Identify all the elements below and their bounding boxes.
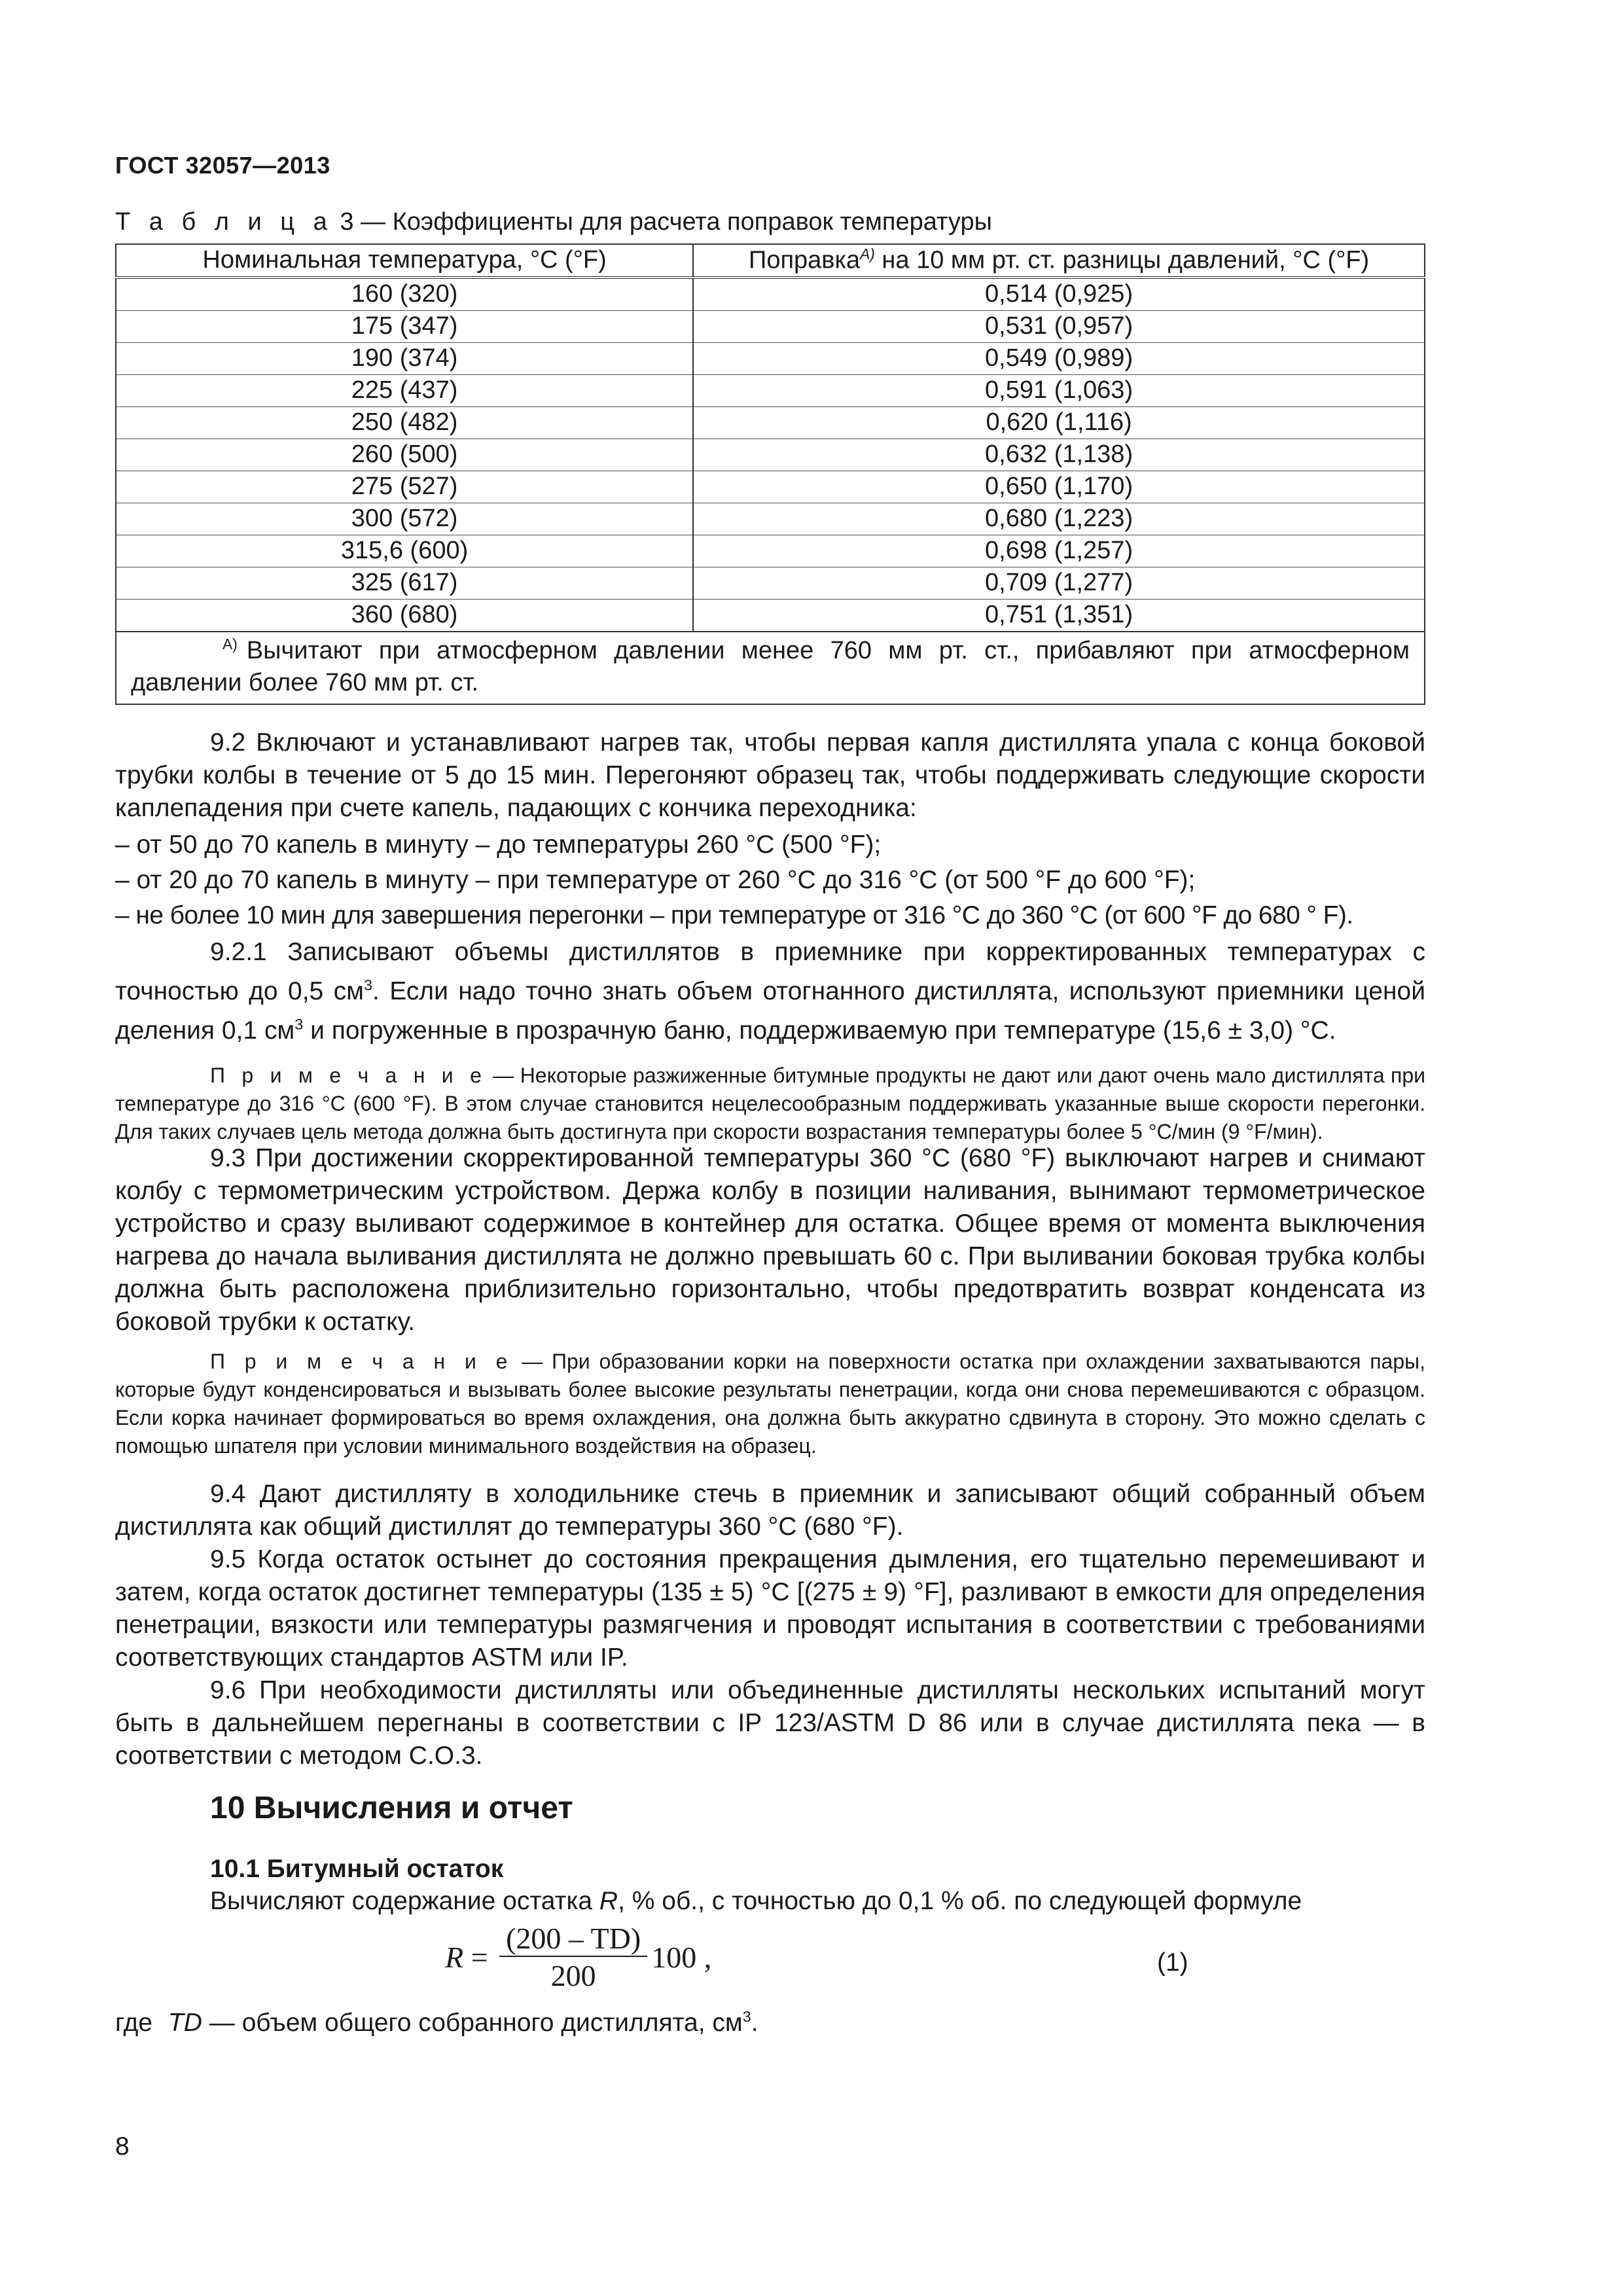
paragraph-9-4: 9.4 Дают дистилляту в холодильнике стечь в приемник и записывают общий собранный объем дистиллята как общий дистиллят до температуры 360 °С (680 °F). xyxy=(115,1480,1425,1541)
formula-number: (1) xyxy=(1157,1948,1188,1977)
cell-correction: 0,709 (1,277) xyxy=(693,567,1425,600)
formula-equals: = xyxy=(463,1940,496,1974)
table-row xyxy=(116,407,1425,439)
list-item: – от 20 до 70 капель в минуту – при температуре от 260 °С до 316 °С (от 500 °F до 600 °F); xyxy=(115,866,1196,894)
cell-temperature: 250 (482) xyxy=(116,407,693,439)
table-caption xyxy=(115,208,992,236)
table-row xyxy=(116,567,1425,600)
residue-formula xyxy=(445,1921,711,1993)
cell-temperature: 175 (347) xyxy=(116,311,693,343)
formula-lhs: R xyxy=(445,1940,464,1974)
paragraph-9-2-1: 9.2.1 Записывают объемы дистиллятов в приемнике при корректированных температурах с точностью до 0,5 $см^3$. Если надо точно знать объем отогнанного дистиллята, используют приемники ценой деления 0,1 $см^3$ и погруженные в прозрачную баню, поддерживаемую при температуре (15,6 ± 3,0) °С. xyxy=(115,938,1426,1045)
paragraph-9-2: 9.2 Включают и устанавливают нагрев так, чтобы первая капля дистиллята упала с конца боковой трубки колбы в течение от 5 до 15 мин. Перегоняют образец так, чтобы поддерживать следующие скорости каплепадения при счете капель, падающих с кончика переходника: xyxy=(115,728,1425,822)
formula-legend: где TD — объем общего собранного дистиллята, $см^3$. xyxy=(115,2008,758,2037)
table-footnote-row xyxy=(116,632,1425,704)
section-9-4-to-9-6 xyxy=(115,1478,1425,1772)
cell-correction: 0,632 (1,138) xyxy=(693,439,1425,471)
footnote-text: Вычитают при атмосферном давлении менее 760 мм рт. ст., прибавляют при атмосферном давлении более 760 мм рт. ст. xyxy=(131,637,1410,697)
formula-intro: Вычисляют содержание остатка R, % об., с точностью до 0,1 % об. по следующей формуле xyxy=(210,1887,1302,1915)
cell-correction: 0,680 (1,223) xyxy=(693,503,1425,535)
table-header-row xyxy=(116,244,1425,278)
cell-temperature: 160 (320) xyxy=(116,278,693,311)
cell-correction: 0,620 (1,116) xyxy=(693,407,1425,439)
header-correction: Поправка$^{А)}$ на 10 мм рт. ст. разницы давлений, °С (°F) xyxy=(693,244,1425,278)
table-footnote xyxy=(116,632,1425,704)
cell-correction: 0,514 (0,925) xyxy=(693,278,1425,311)
cell-correction: 0,549 (0,989) xyxy=(693,343,1425,375)
cell-correction: 0,751 (1,351) xyxy=(693,600,1425,632)
table-caption-label: Т а б л и ц а xyxy=(115,208,333,236)
formula-numerator: (200 – TD) xyxy=(499,1921,647,1957)
table-row xyxy=(116,600,1425,632)
table-row xyxy=(116,503,1425,535)
cell-correction: 0,650 (1,170) xyxy=(693,471,1425,503)
page-number: 8 xyxy=(115,2132,130,2161)
table-caption-text: — Коэффициенты для расчета поправок температуры xyxy=(353,208,992,236)
cell-temperature: 325 (617) xyxy=(116,567,693,600)
table-body xyxy=(116,278,1425,704)
document-id: ГОСТ 32057—2013 xyxy=(115,152,330,179)
cell-temperature: 315,6 (600) xyxy=(116,535,693,567)
list-item: – не более 10 мин для завершения перегонки – при температуре от 316 °С до 360 °С (от 600 °F до 680 ° F). xyxy=(115,901,1353,929)
cell-temperature: 300 (572) xyxy=(116,503,693,535)
paragraph-9-3: 9.3 При достижении скорректированной температуры 360 °С (680 °F) выключают нагрев и снимают колбу с термометрическим устройством. Держа колбу в позиции наливания, вынимают термометрическое устройство и сразу выливают содержимое в контейнер для остатка. Общее время от момента выключения нагрева до начала выливания дистиллята не должно превышать 60 с. При выливании боковая трубка колбы должна быть расположена приблизительно горизонтально, чтобы предотвратить возврат конденсата из боковой трубки к остатку. xyxy=(115,1144,1425,1336)
section-9-2 xyxy=(115,726,1425,1146)
cell-correction: 0,531 (0,957) xyxy=(693,311,1425,343)
header-nominal-temperature: Номинальная температура, °С (°F) xyxy=(116,244,693,278)
note-2: П р и м е ч а н и е — При образовании корки на поверхности остатка при охлаждении захватываются пары, которые будут конденсироваться и вызывать более высокие результаты пенетрации, когда они снова перемешиваются с образцом. Если корка начинает формироваться во время охлаждения, она должна быть аккуратно сдвинута в сторону. Это можно сделать с помощью шпателя при условии минимального воздействия на образец. xyxy=(115,1350,1426,1458)
formula-denominator: 200 xyxy=(550,1959,596,1992)
table-row xyxy=(116,278,1425,311)
table-row xyxy=(116,375,1425,407)
table-row xyxy=(116,535,1425,567)
paragraph-9-5: 9.5 Когда остаток остынет до состояния прекращения дымления, его тщательно перемешивают и затем, когда остаток достигнет температуры (135 ± 5) °С [(275 ± 9) °F], разливают в емкости для определения пенетрации, вязкости или температуры размягчения и проводят испытания в соответствии с требованиями соответствующих стандартов ASTM или IP. xyxy=(115,1545,1425,1672)
footnote-mark: А) xyxy=(223,636,238,653)
table-row xyxy=(116,311,1425,343)
table-caption-number: 3 xyxy=(340,208,354,236)
formula-fraction xyxy=(499,1921,647,1993)
table-row xyxy=(116,471,1425,503)
cell-temperature: 275 (527) xyxy=(116,471,693,503)
formula-multiplier: 100 , xyxy=(651,1940,712,1974)
note-1: П р и м е ч а н и е — Некоторые разжиженные битумные продукты не дают или дают очень мало дистиллята при температуре до 316 °С (600 °F). В этом случае становится нецелесообразным поддерживать указанные выше скорости перегонки. Для таких случаев цель метода должна быть достигнута при скорости возрастания температуры более 5 °С/мин (9 °F/мин). xyxy=(115,1064,1426,1143)
section-9-3 xyxy=(115,1142,1425,1460)
cell-temperature: 260 (500) xyxy=(116,439,693,471)
cell-correction: 0,591 (1,063) xyxy=(693,375,1425,407)
table-row xyxy=(116,439,1425,471)
cell-temperature: 360 (680) xyxy=(116,600,693,632)
cell-temperature: 190 (374) xyxy=(116,343,693,375)
section-10-heading: 10 Вычисления и отчет xyxy=(210,1791,573,1825)
cell-temperature: 225 (437) xyxy=(116,375,693,407)
paragraph-9-6: 9.6 При необходимости дистилляты или объединенные дистилляты нескольких испытаний могут быть в дальнейшем перегнаны в соответствии с IP 123/ASTM D 86 или в случае дистиллята пека — в соответствии с методом С.О.3. xyxy=(115,1676,1425,1770)
table-row xyxy=(116,343,1425,375)
cell-correction: 0,698 (1,257) xyxy=(693,535,1425,567)
list-item: – от 50 до 70 капель в минуту – до температуры 260 °С (500 °F); xyxy=(115,831,882,859)
correction-coefficients-table xyxy=(115,243,1425,705)
subsection-10-1-heading: 10.1 Битумный остаток xyxy=(210,1855,504,1883)
